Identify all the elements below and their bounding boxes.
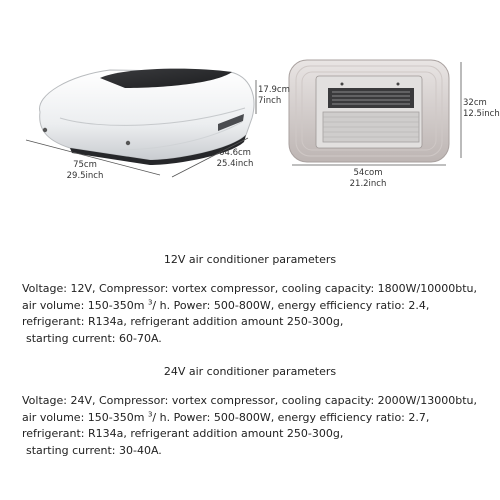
spec-12v-line3: refrigerant: R134a, refrigerant addition amount 250-300g, bbox=[22, 315, 344, 328]
spec-12v-params bbox=[22, 281, 492, 347]
product-figure bbox=[0, 0, 500, 200]
spec-12v-line2: air volume: 150-350m $^3$/ h. Power: 500-800W, energy efficiency ratio: 2.4, bbox=[22, 297, 430, 312]
spec-24v-title: 24V air conditioner parameters bbox=[163, 365, 337, 378]
dim-tall: 32cm 12.5inch bbox=[463, 98, 500, 119]
spec-12v-line4: starting current: 60-70A. bbox=[26, 331, 162, 345]
unit-front-view bbox=[289, 60, 461, 165]
spec-24v-params bbox=[22, 393, 492, 459]
spec-12v-line1: Voltage: 12V, Compressor: vortex compressor, cooling capacity: 1800W/10000btu, bbox=[22, 282, 477, 295]
dim-height: 17.9cm 7inch bbox=[258, 85, 290, 106]
spec-24v-line3: refrigerant: R134a, refrigerant addition amount 250-300g, bbox=[22, 427, 344, 440]
spec-24v-line2: air volume: 150-350m $^3$/ h. Power: 500-800W, energy efficiency ratio: 2.7, bbox=[22, 409, 430, 424]
dim-depth: 64.6cm 25.4inch bbox=[216, 148, 254, 169]
dim-width: 54com 21.2inch bbox=[349, 168, 387, 189]
spec-24v-line1: Voltage: 24V, Compressor: vortex compressor, cooling capacity: 2000W/13000btu, bbox=[22, 394, 477, 407]
dim-length: 75cm 29.5inch bbox=[66, 160, 104, 181]
spec-12v-title: 12V air conditioner parameters bbox=[163, 253, 337, 266]
spec-24v-line4: starting current: 30-40A. bbox=[26, 443, 162, 457]
